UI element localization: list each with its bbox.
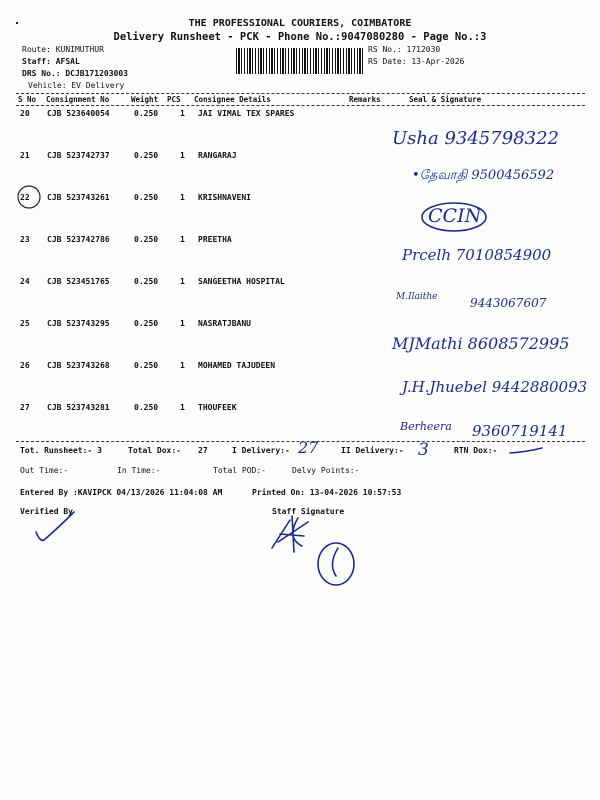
vehicle-label: Vehicle: EV Delivery <box>28 81 125 90</box>
row-sno: 26 <box>20 361 30 370</box>
table-row <box>20 403 580 415</box>
total-dox-value: 27 <box>198 446 208 455</box>
verified-by-label: Verified By <box>20 507 73 516</box>
row-sno: 22 <box>20 193 30 202</box>
barcode <box>236 48 364 74</box>
col-seal-signature: Seal & Signature <box>409 95 482 104</box>
signature-row-24-name: M.Ilaithe <box>396 292 438 302</box>
row-sno: 25 <box>20 319 30 328</box>
row-consignment-no: CJB 523743261 <box>47 193 110 202</box>
row-sno: 27 <box>20 403 30 412</box>
row-sno: 20 <box>20 109 30 118</box>
row-pcs: 1 <box>180 361 185 370</box>
row-consignee: JAI VIMAL TEX SPARES <box>198 109 295 118</box>
row-consignment-no: CJB 523743268 <box>47 361 110 370</box>
signature-row-26: J.H.Jhuebel 9442880093 <box>402 378 588 396</box>
row-consignee: MOHAMED TAJUDEEN <box>198 361 276 370</box>
row-consignment-no: CJB 523743295 <box>47 319 110 328</box>
signature-row-27-phone: 9360719141 <box>472 422 568 440</box>
row-pcs: 1 <box>180 277 185 286</box>
row-pcs: 1 <box>180 319 185 328</box>
total-pod-label: Total POD:- <box>213 466 266 475</box>
col-sno: S No <box>18 95 37 104</box>
row-pcs: 1 <box>180 403 185 412</box>
staff-signature-scribble <box>268 512 318 554</box>
row-weight: 0.250 <box>134 109 159 118</box>
signature-row-20: Usha 9345798322 <box>392 128 559 149</box>
row-consignee: PREETHA <box>198 235 232 244</box>
verified-checkmark <box>30 510 80 546</box>
row-weight: 0.250 <box>134 403 159 412</box>
row-pcs: 1 <box>180 109 185 118</box>
row-consignee: KRISHNAVENI <box>198 193 251 202</box>
row-weight: 0.250 <box>134 277 159 286</box>
row-weight: 0.250 <box>134 151 159 160</box>
signature-row-25: MJMathi 8608572995 <box>392 334 570 353</box>
col-consignee: Consignee Details <box>194 95 271 104</box>
table-row <box>20 361 580 373</box>
row-pcs: 1 <box>180 151 185 160</box>
signature-row-23: Prcelh 7010854900 <box>402 246 552 264</box>
col-pcs: PCS <box>167 95 181 104</box>
tot-runsheet: Tot. Runsheet:- 3 <box>20 446 102 455</box>
signature-row-22: CCIN <box>428 205 482 227</box>
ii-delivery-label: II Delivery:- <box>341 446 404 455</box>
drs-number: DRS No.: DCJB171203003 <box>22 69 128 78</box>
row-consignee: RANGARAJ <box>198 151 237 160</box>
row-consignment-no: CJB 523451765 <box>47 277 110 286</box>
col-consignment: Consignment No <box>46 95 110 104</box>
i-delivery-handwritten: 27 <box>298 438 319 457</box>
company-title: THE PROFESSIONAL COURIERS, COIMBATORE <box>188 18 412 29</box>
rtn-dox-label: RTN Dox:- <box>454 446 498 455</box>
row-consignee: THOUFEEK <box>198 403 237 412</box>
row-consignee: NASRATJBANU <box>198 319 251 328</box>
table-top-rule <box>16 93 585 94</box>
row-consignment-no: CJB 523742737 <box>47 151 110 160</box>
rtn-dox-dash-mark <box>508 444 544 458</box>
col-weight: Weight <box>131 95 159 104</box>
in-time-label: In Time:- <box>117 466 161 475</box>
row-weight: 0.250 <box>134 235 159 244</box>
rs-number: RS No.: 1712030 <box>368 45 441 54</box>
row-weight: 0.250 <box>134 319 159 328</box>
staff-signature-label: Staff Signature <box>272 507 345 516</box>
signature-22-loop <box>420 200 496 234</box>
staff-label: Staff: AFSAL <box>22 57 80 66</box>
signature-row-21: •தேவாதி 9500456592 <box>412 168 555 183</box>
table-row <box>20 109 580 121</box>
row-consignment-no: CJB 523640054 <box>47 109 110 118</box>
table-row <box>20 277 580 289</box>
runsheet-title: Delivery Runsheet - PCK - Phone No.:9047080280 - Page No.:3 <box>113 31 487 43</box>
row-weight: 0.250 <box>134 193 159 202</box>
out-time-label: Out Time:- <box>20 466 69 475</box>
row-weight: 0.250 <box>134 361 159 370</box>
total-dox-label: Total Dox:- <box>128 446 181 455</box>
table-row <box>20 193 580 205</box>
route-label: Route: KUNIMUTHUR <box>22 45 104 54</box>
table-row <box>20 319 580 331</box>
row-consignee: SANGEETHA HOSPITAL <box>198 277 285 286</box>
col-remarks: Remarks <box>349 95 381 104</box>
signature-row-24-phone: 9443067607 <box>470 296 547 310</box>
signature-row-27-name: Berheera <box>400 420 452 433</box>
entered-by: Entered By :KAVIPCK 04/13/2026 11:04:08 AM <box>20 488 223 497</box>
row-pcs: 1 <box>180 235 185 244</box>
row-sno: 21 <box>20 151 30 160</box>
row-sno: 23 <box>20 235 30 244</box>
rs-date: RS Date: 13-Apr-2026 <box>368 57 465 66</box>
staff-signature-circle <box>314 538 360 588</box>
delvy-points-label: Delvy Points:- <box>292 466 360 475</box>
printed-on: Printed On: 13-04-2026 10:57:53 <box>252 488 402 497</box>
table-header-rule <box>16 105 585 106</box>
row-22-marker-circle <box>16 184 42 210</box>
ii-delivery-handwritten: 3 <box>418 440 429 460</box>
row-pcs: 1 <box>180 193 185 202</box>
table-row <box>20 151 580 163</box>
row-consignment-no: CJB 523742786 <box>47 235 110 244</box>
row-sno: 24 <box>20 277 30 286</box>
i-delivery-label: I Delivery:- <box>232 446 290 455</box>
row-consignment-no: CJB 523743281 <box>47 403 110 412</box>
